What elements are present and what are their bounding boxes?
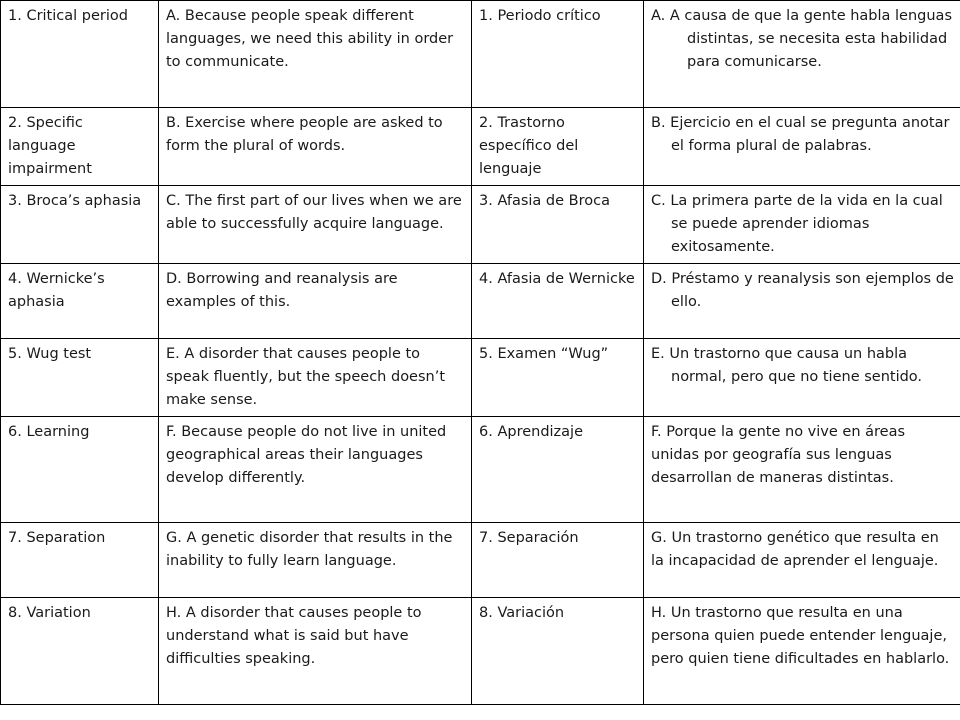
definition-spanish-text: A. A causa de que la gente habla lenguas distintas, se necesita esta habilidad para comunicarse. — [651, 8, 952, 70]
definition-english: B. Exercise where people are asked to form the plural of words. — [159, 107, 472, 185]
definition-english: A. Because people speak different languages, we need this ability in order to communicate. — [159, 1, 472, 108]
table-row — [1, 185, 960, 263]
definition-spanish: G. Un trastorno genético que resulta en la incapacidad de aprender el lenguaje. — [644, 523, 960, 598]
definition-spanish — [644, 263, 960, 338]
term-spanish: 8. Variación — [472, 598, 644, 705]
term-english: 3. Broca’s aphasia — [1, 185, 159, 263]
term-english: 6. Learning — [1, 416, 159, 523]
term-spanish: 7. Separación — [472, 523, 644, 598]
term-english: 8. Variation — [1, 598, 159, 705]
definition-english: F. Because people do not live in united geographical areas their languages develop differently. — [159, 416, 472, 523]
definition-english: C. The first part of our lives when we are able to successfully acquire language. — [159, 185, 472, 263]
table-row — [1, 107, 960, 185]
term-english: 2. Specific language impairment — [1, 107, 159, 185]
definition-spanish-text: D. Préstamo y reanalysis son ejemplos de ello. — [651, 270, 954, 310]
definition-spanish-text: C. La primera parte de la vida en la cual se puede aprender idiomas exitosamente. — [651, 192, 943, 255]
definition-english: D. Borrowing and reanalysis are examples of this. — [159, 263, 472, 338]
term-spanish: 2. Trastorno específico del lenguaje — [472, 107, 644, 185]
term-spanish: 3. Afasia de Broca — [472, 185, 644, 263]
term-english: 1. Critical period — [1, 1, 159, 108]
term-spanish: 1. Periodo crítico — [472, 1, 644, 108]
definition-english: H. A disorder that causes people to understand what is said but have difficulties speaking. — [159, 598, 472, 705]
term-english: 4. Wernicke’s aphasia — [1, 263, 159, 338]
definition-spanish-text: B. Ejercicio en el cual se pregunta anotar el forma plural de palabras. — [651, 114, 950, 154]
table-row — [1, 338, 960, 416]
term-spanish: 4. Afasia de Wernicke — [472, 263, 644, 338]
term-spanish: 5. Examen “Wug” — [472, 338, 644, 416]
term-english: 5. Wug test — [1, 338, 159, 416]
table-row — [1, 1, 960, 108]
definition-spanish-text: E. Un trastorno que causa un habla normal, pero que no tiene sentido. — [651, 345, 923, 385]
definition-spanish: H. Un trastorno que resulta en una persona quien puede entender lenguaje, pero quien tiene dificultades en hablarlo. — [644, 598, 960, 705]
definition-english: E. A disorder that causes people to speak fluently, but the speech doesn’t make sense. — [159, 338, 472, 416]
definition-spanish — [644, 107, 960, 185]
term-english: 7. Separation — [1, 523, 159, 598]
definition-spanish: F. Porque la gente no vive en áreas unidas por geografía sus lenguas desarrollan de maneras distintas. — [644, 416, 960, 523]
table-row — [1, 523, 960, 598]
definition-spanish — [644, 1, 960, 108]
term-spanish: 6. Aprendizaje — [472, 416, 644, 523]
definition-english: G. A genetic disorder that results in the inability to fully learn language. — [159, 523, 472, 598]
table-row — [1, 598, 960, 705]
table-row — [1, 263, 960, 338]
definition-spanish — [644, 338, 960, 416]
table-row — [1, 416, 960, 523]
definition-spanish — [644, 185, 960, 263]
